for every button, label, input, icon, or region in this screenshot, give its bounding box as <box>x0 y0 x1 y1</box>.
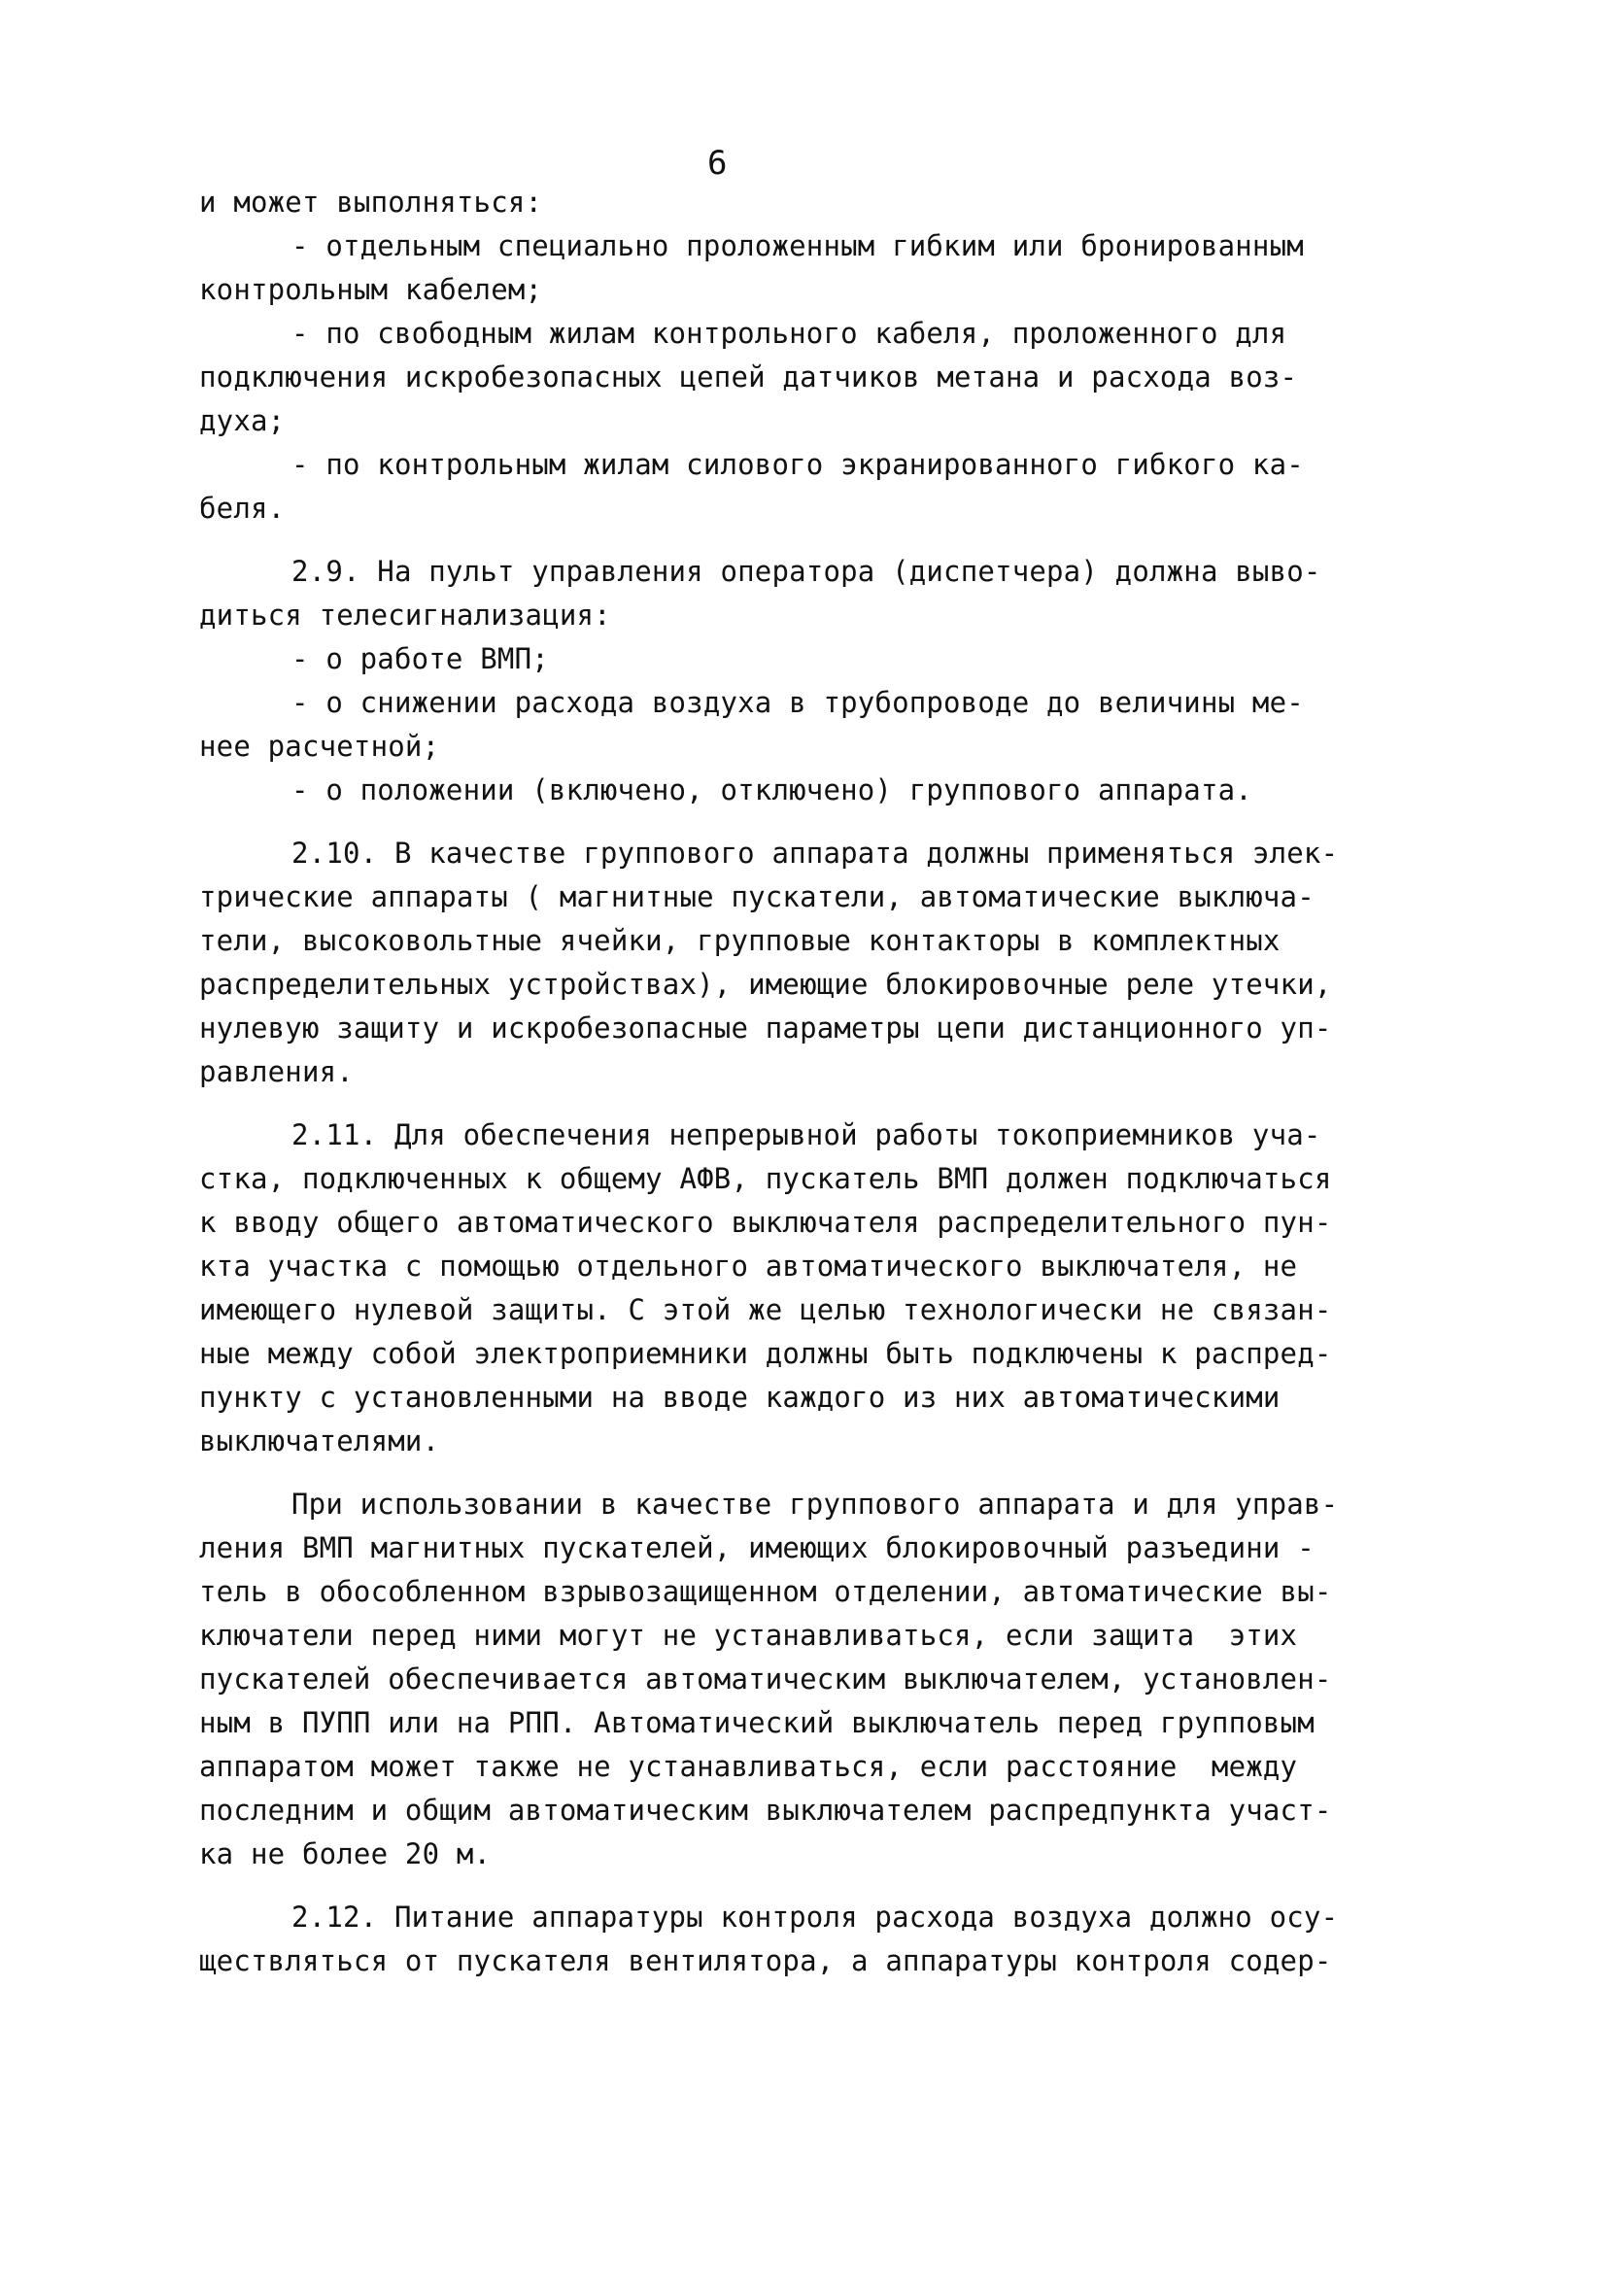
text-line: духа; <box>199 404 286 437</box>
text-line: ным в ПУПП или на РПП. Автоматический выключатель перед групповым <box>199 1706 1315 1739</box>
text-line: стка, подключенных к общему АФВ, пускатель ВМП должен подключаться <box>199 1162 1332 1195</box>
text-line: 2.10. В качестве группового аппарата должны применяться элек- <box>291 837 1339 870</box>
text-line: 2.11. Для обеспечения непрерывной работы токоприемников уча- <box>291 1118 1321 1151</box>
text-line: трические аппараты ( магнитные пускатели, автоматические выключа- <box>199 880 1315 913</box>
text-line: - о снижении расхода воздуха в трубопроводе до величины ме- <box>291 686 1304 719</box>
text-line: подключения искробезопасных цепей датчиков метана и расхода воз- <box>199 360 1298 394</box>
text-line: 2.12. Питание аппаратуры контроля расхода воздуха должно осу- <box>291 1901 1339 1934</box>
text-line: и может выполняться: <box>199 186 543 219</box>
text-line: аппаратом может также не устанавливаться, если расстояние между <box>199 1750 1298 1783</box>
text-line: беля. <box>199 492 286 525</box>
text-line: нее расчетной; <box>199 730 440 763</box>
document-body <box>199 181 1404 1983</box>
text-line: ления ВМП магнитных пускателей, имеющих блокировочный разъедини - <box>199 1531 1315 1564</box>
text-line: - отдельным специально проложенным гибким или бронированным <box>291 229 1304 262</box>
text-line: ка не более 20 м. <box>199 1837 492 1870</box>
text-line: - по контрольным жилам силового экранированного гибкого ка- <box>291 448 1304 481</box>
text-line: равления. <box>199 1055 354 1088</box>
text-line: - о положении (включено, отключено) группового аппарата. <box>291 773 1252 806</box>
text-line: пункту с установленными на вводе каждого из них автоматическими <box>199 1381 1281 1414</box>
text-line: 2.9. На пульт управления оператора (диспетчера) должна выво- <box>291 555 1321 588</box>
text-line: контрольным кабелем; <box>199 273 543 306</box>
text-line: кта участка с помощью отдельного автоматического выключателя, не <box>199 1250 1298 1283</box>
text-line: последним и общим автоматическим выключателем распредпункта участ- <box>199 1794 1332 1827</box>
text-line: ные между собой электроприемники должны быть подключены к распред- <box>199 1337 1332 1370</box>
text-line: пускателей обеспечивается автоматическим выключателем, установлен- <box>199 1662 1332 1696</box>
text-line: ключатели перед ними могут не устанавливаться, если защита этих <box>199 1619 1298 1652</box>
page-number: 6 <box>707 144 728 183</box>
text-line: имеющего нулевой защиты. С этой же целью технологически не связан- <box>199 1293 1332 1326</box>
text-line: диться телесигнализация: <box>199 599 611 632</box>
text-line: тель в обособленном взрывозащищенном отделении, автоматические вы- <box>199 1575 1332 1608</box>
text-line: тели, высоковольтные ячейки, групповые контакторы в комплектных <box>199 924 1281 957</box>
text-line: ществляться от пускателя вентилятора, а аппаратуры контроля содер- <box>199 1944 1332 1977</box>
text-line: нулевую защиту и искробезопасные параметры цепи дистанционного уп- <box>199 1011 1332 1045</box>
text-line: - по свободным жилам контрольного кабеля, проложенного для <box>291 317 1287 350</box>
text-line: распределительных устройствах), имеющие блокировочные реле утечки, <box>199 968 1332 1001</box>
text-line: - о работе ВМП; <box>291 642 549 675</box>
text-line: выключателями. <box>199 1424 440 1457</box>
text-line: При использовании в качестве группового аппарата и для управ- <box>291 1488 1339 1521</box>
text-line: к вводу общего автоматического выключателя распределительного пун- <box>199 1206 1332 1239</box>
